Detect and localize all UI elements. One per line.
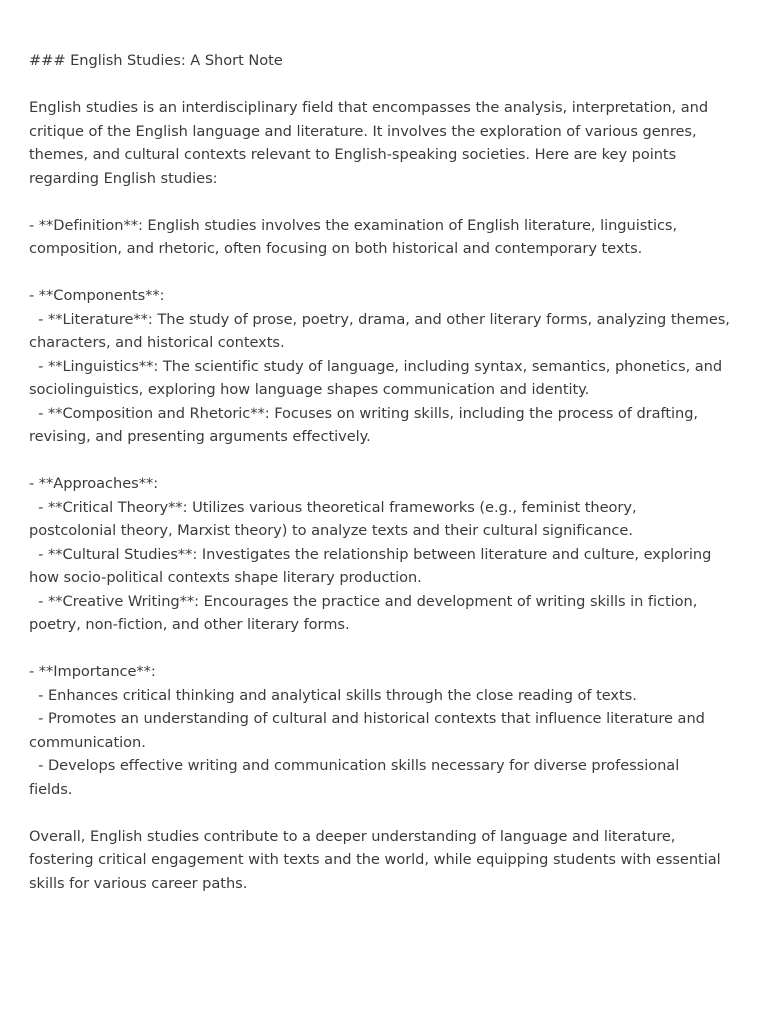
conclusion-paragraph (29, 825, 748, 896)
text-line: communication. (29, 733, 146, 751)
definition-section (29, 214, 748, 261)
text-line: critique of the English language and literature. It involves the exploration of various genres, (29, 122, 697, 140)
components-section (29, 284, 748, 449)
text-line: Overall, English studies contribute to a deeper understanding of language and literature, (29, 827, 676, 845)
text-line: - Promotes an understanding of cultural and historical contexts that influence literature and (29, 710, 705, 727)
paragraph-gap (29, 801, 748, 825)
text-line: how socio-political contexts shape literary production. (29, 569, 422, 586)
text-line: - **Literature**: The study of prose, poetry, drama, and other literary forms, analyzing themes, (29, 310, 730, 328)
text-line: revising, and presenting arguments effectively. (29, 428, 371, 445)
text-line: - **Cultural Studies**: Investigates the relationship between literature and culture, exploring (29, 545, 712, 563)
text-line: composition, and rhetoric, often focusing on both historical and contemporary texts. (29, 240, 643, 257)
importance-section (29, 660, 748, 801)
text-line: - **Creative Writing**: Encourages the practice and development of writing skills in fiction, (29, 592, 698, 610)
paragraph-gap (29, 449, 748, 473)
text-line: sociolinguistics, exploring how language shapes communication and identity. (29, 381, 590, 398)
text-line: poetry, non-fiction, and other literary forms. (29, 616, 350, 633)
text-line: - **Importance**: (29, 663, 156, 680)
paragraph-gap (29, 73, 748, 97)
text-line: English studies is an interdisciplinary field that encompasses the analysis, interpretation, and (29, 99, 709, 116)
text-line: fields. (29, 780, 73, 798)
text-line: - Develops effective writing and communication skills necessary for diverse professional (29, 757, 680, 774)
text-line: themes, and cultural contexts relevant to English-speaking societies. Here are key points (29, 146, 677, 163)
text-line: postcolonial theory, Marxist theory) to analyze texts and their cultural significance. (29, 522, 633, 539)
text-line: - **Linguistics**: The scientific study of language, including syntax, semantics, phonetics, and (29, 357, 723, 375)
paragraph-gap (29, 637, 748, 661)
text-line: fostering critical engagement with texts and the world, while equipping students with essential (29, 851, 721, 868)
text-line: - Enhances critical thinking and analytical skills through the close reading of texts. (29, 686, 637, 704)
text-line: regarding English studies: (29, 169, 218, 187)
approaches-section (29, 472, 748, 637)
text-line: characters, and historical contexts. (29, 334, 285, 351)
text-line: - **Approaches**: (29, 475, 159, 492)
text-line: - **Critical Theory**: Utilizes various theoretical frameworks (e.g., feminist theory, (29, 498, 637, 516)
document-heading: ### English Studies: A Short Note (29, 52, 283, 69)
text-line: - **Components**: (29, 287, 165, 304)
text-line: - **Definition**: English studies involves the examination of English literature, linguistics, (29, 216, 678, 234)
text-line: - **Composition and Rhetoric**: Focuses on writing skills, including the process of drafting, (29, 404, 699, 422)
paragraph-gap (29, 190, 748, 214)
intro-paragraph (29, 96, 748, 190)
text-line: skills for various career paths. (29, 874, 248, 892)
paragraph-gap (29, 261, 748, 285)
